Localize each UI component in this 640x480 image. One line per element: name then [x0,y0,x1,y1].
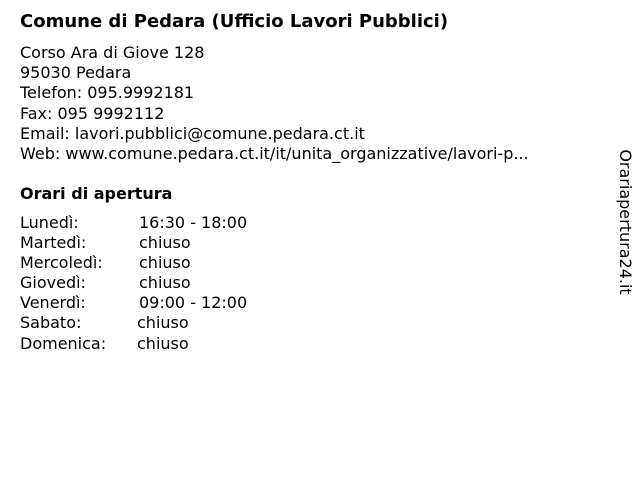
opening-hours-heading: Orari di apertura [20,184,173,203]
phone-number[interactable]: Telefon: 095.9992181 [20,83,195,103]
day-label: Domenica: [20,333,107,353]
contact-block [20,43,529,164]
email-address[interactable]: Email: lavori.pubblici@comune.pedara.ct.it [20,123,365,143]
hours-value: 16:30 - 18:00 [139,213,248,232]
hours-value: chiuso [137,313,189,333]
postal-city: 95030 Pedara [20,63,132,83]
hours-value: 09:00 - 12:00 [139,293,248,313]
day-label: Martedì: [20,233,87,253]
day-label: Sabato: [20,313,82,333]
website-link[interactable]: Web: www.comune.pedara.ct.it/it/unita_organizzative/lavori-p... [20,143,529,163]
day-label: Giovedì: [20,273,86,293]
site-brand-watermark [610,134,640,310]
hours-value: chiuso [139,233,191,253]
page-title: Comune di Pedara (Ufficio Lavori Pubblici) [20,11,449,32]
hours-value: chiuso [139,273,191,293]
street-address: Corso Ara di Giove 128 [20,43,205,62]
hours-value: chiuso [137,333,189,353]
fax-number: Fax: 095 9992112 [20,103,165,123]
day-label: Lunedì: [20,213,79,232]
day-label: Mercoledì: [20,253,103,273]
day-label: Venerdì: [20,293,86,313]
brand-text: Orariapertura24.it [616,149,635,295]
hours-value: chiuso [139,253,191,273]
